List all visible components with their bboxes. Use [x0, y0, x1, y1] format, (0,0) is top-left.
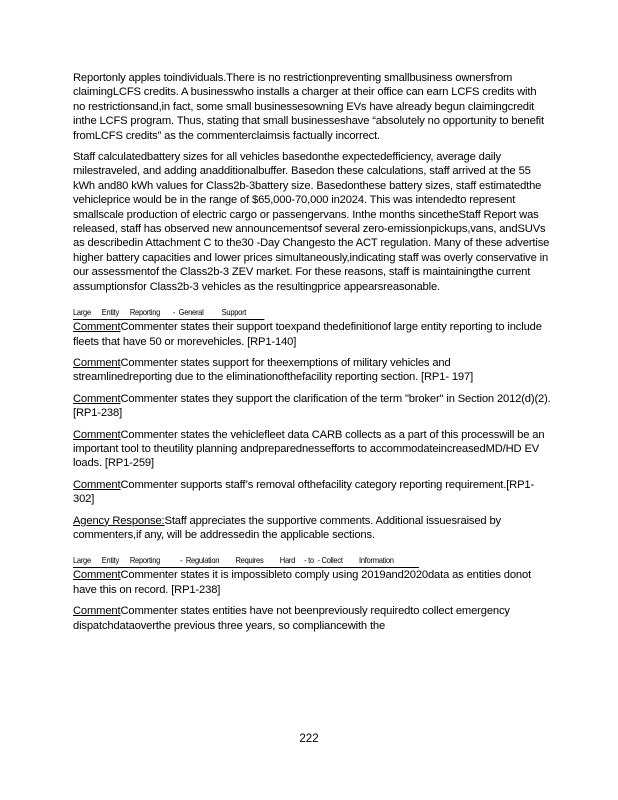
- comment-label: Comment: [73, 392, 121, 405]
- agency-response: [73, 514, 551, 543]
- comment-text: Commenter states their support toexpand thedefinitionof large entity reporting to include fleets that have 50 or morevehicles. [RP1-140]: [73, 321, 542, 348]
- comment-text: Commenter supports staff’s removal ofthefacility category reporting requirement.[RP1-302]: [73, 478, 535, 506]
- comment-item: [73, 604, 551, 633]
- comment-label: Comment: [73, 478, 121, 491]
- comment-text: Commenter states they support the clarification of the term "broker" in Section 2012(d)(2). [RP1-238]: [73, 392, 551, 420]
- comment-item: [73, 478, 551, 507]
- comment-item: [73, 568, 551, 597]
- comment-item: [73, 320, 551, 349]
- page-number: 222: [299, 733, 319, 745]
- body-paragraph: Reportonly apples toindividuals.There is no restrictionpreventing smallbusiness ownersfrom claimingLCFS credits. A businesswho installs a charger at their office can earn LCFS credits with no restrictionsand,in fact, some small businessesowning EVs have already begun claimingcredit inthe LCFS program. Thus, stating that small businesseshave “absolutely no opportunity to benefit fromLCFS credits” as the commenterclaimsis factually incorrect.: [73, 72, 544, 142]
- body-paragraph: Staff calculatedbattery sizes for all vehicles basedonthe expectedefficiency, average daily milestraveled, and adding anadditionalbuffer. Basedon these calculations, staff arrived at the 55 kWh and80 kWh values for Class2b-3battery size. Basedonthese battery sizes, staff estimatedthe vehicleprice would be in the range of $65,000-70,000 in2024. This was intendedto represent smallscale production of electric cargo or passengervans. Inthe months sincetheStaff Report was released, staff has observed new announcementsof several zero-emissionpickups,vans, andSUVs as describedin Attachment C to the30 -Day Changesto the ACT regulation. Many of these advertise higher battery capacities and lower prices simultaneously,indicating staff was overly conservative in our assessmentof the Class2b-3 ZEV market. For these reasons, staff is maintainingthe current assumptionsfor Class2b-3 vehicles as the resultingprice appearsreasonable.: [73, 151, 550, 293]
- comment-label: Comment: [73, 356, 121, 369]
- comment-item: [73, 428, 551, 471]
- section-heading: Large Entity Reporting - General Support: [73, 307, 264, 320]
- agency-response-label: Agency Response:: [73, 514, 165, 527]
- comment-label: Comment: [73, 605, 121, 618]
- section-heading: Large Entity Reporting - Regulation Requires Hard - to - Collect Information: [73, 555, 419, 568]
- comment-text: Commenter states it is impossibleto comply using 2019and2020data as entities donot have this on record. [RP1-238]: [73, 569, 532, 596]
- comment-text: Commenter states the vehiclefleet data CARB collects as a part of this processwill be an important tool to theutility planning andpreparednessefforts to accommodateincreasedMD/HD EV loads. [RP1-259]: [73, 428, 545, 470]
- comment-item: [73, 392, 551, 421]
- comment-text: Commenter states support for theexemptions of military vehicles and streamlinedreporting due to the eliminationofthefacility reporting section. [RP1- 197]: [73, 356, 474, 384]
- comment-item: [73, 356, 551, 385]
- comment-text: Commenter states entities have not beenpreviously requiredto collect emergency dispatchdataoverthe previous three years, so compliancewith the: [73, 605, 510, 632]
- comment-label: Comment: [73, 428, 121, 441]
- agency-response-text: Staff appreciates the supportive comments. Additional issuesraised by commenters,if any, will be addressedin the applicable sections.: [73, 514, 501, 541]
- document-body: [73, 71, 551, 640]
- comment-label: Comment: [73, 569, 121, 582]
- comment-label: Comment: [73, 321, 121, 334]
